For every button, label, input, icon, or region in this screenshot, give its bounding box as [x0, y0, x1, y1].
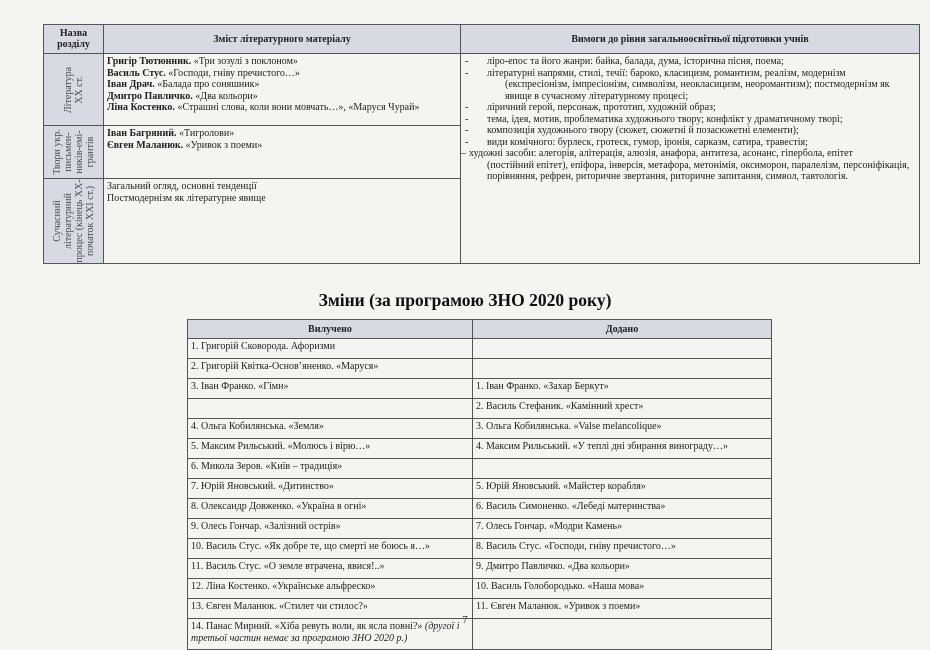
removed-cell: 14. Панас Мирний. «Хіба ревуть воли, як ясла повні?» (другої і третьої частин немає за програмою ЗНО 2020 р.)	[188, 619, 473, 650]
added-cell	[473, 359, 772, 379]
content-line: Постмодернізм як літературне явище	[107, 192, 266, 204]
content-item: Євген Маланюк. «Уривок з поеми»	[107, 139, 263, 151]
removed-cell: 11. Василь Стус. «О земле втрачена, явися!..»	[188, 559, 473, 579]
added-cell: 10. Василь Голобородько. «Наша мова»	[473, 579, 772, 599]
added-cell: 5. Юрій Яновський. «Майстер корабля»	[473, 479, 772, 499]
requirement-item: - ліро-епос та його жанри: байка, балада, дума, історична пісня, поема;	[461, 56, 916, 68]
section-label-cell	[44, 126, 104, 179]
section-label: Твори укр. письмен- ників-емі- грантів	[51, 129, 96, 175]
added-cell	[473, 459, 772, 479]
program-table-header	[44, 25, 920, 54]
table-row	[188, 479, 772, 499]
content-line: Загальний огляд, основні тенденції	[107, 181, 257, 192]
content-item: Іван Багряний. «Тигролови»	[107, 128, 235, 139]
removed-cell	[188, 399, 473, 419]
literature-program-table	[43, 24, 920, 264]
header-added: Додано	[473, 320, 772, 339]
table-row	[188, 379, 772, 399]
changes-table	[187, 319, 772, 650]
added-cell: 2. Василь Стефаник. «Камінний хрест»	[473, 399, 772, 419]
section-label-cell	[44, 54, 104, 126]
requirement-item: - композиція художнього твору (сюжет, сюжетні й позасюжетні елементи);	[461, 125, 916, 137]
section-label: Література ХХ ст.	[62, 66, 85, 113]
header-content: Зміст літературного матеріалу	[104, 25, 461, 54]
table-row	[188, 399, 772, 419]
changes-header-row	[188, 320, 772, 339]
header-requirements: Вимоги до рівня загальноосвітньої підготовки учнів	[461, 25, 920, 54]
added-cell: 11. Євген Маланюк. «Уривок з поеми»	[473, 599, 772, 619]
added-cell	[473, 339, 772, 359]
removed-cell: 8. Олександр Довженко. «Україна в огні»	[188, 499, 473, 519]
content-item: Іван Драч. «Балада про соняшник»	[107, 79, 260, 90]
table-row	[188, 559, 772, 579]
table-row	[188, 579, 772, 599]
added-cell: 6. Василь Симоненко. «Лебеді материнства»	[473, 499, 772, 519]
removed-cell: 12. Ліна Костенко. «Українське альфреско»	[188, 579, 473, 599]
table-row	[188, 439, 772, 459]
section-label-cell	[44, 179, 104, 264]
header-section: Назва розділу	[44, 25, 104, 54]
added-cell: 4. Максим Рильський. «У теплі дні збирання винограду…»	[473, 439, 772, 459]
table-row	[188, 519, 772, 539]
removed-cell: 6. Микола Зеров. «Київ – традиція»	[188, 459, 473, 479]
content-item: Ліна Костенко. «Страшні слова, коли вони мовчать…», «Маруся Чурай»	[107, 102, 420, 113]
section-row-20th-century	[44, 54, 920, 126]
added-cell: 1. Іван Франко. «Захар Беркут»	[473, 379, 772, 399]
requirement-item: – художні засоби: алегорія, алітерація, алюзія, анафора, антитеза, асонанс, гіпербола, епітет (постійний епітет), епіфора, інверсія, метафора, метонімія, оксиморон, паралелізм, персоніфікація, порівняння, рефрен, риторичне звертання, риторичне запитання, символ, тавтологія.	[461, 148, 916, 183]
table-row	[188, 419, 772, 439]
requirements-list	[461, 56, 916, 183]
removed-note: (другої і третьої частин немає за програмою ЗНО 2020 р.)	[191, 621, 460, 644]
table-row	[188, 499, 772, 519]
removed-cell: 9. Олесь Гончар. «Залізний острів»	[188, 519, 473, 539]
requirement-item: - види комічного: бурлеск, гротеск, гумор, іронія, сарказм, сатира, травестія;	[461, 137, 916, 149]
page-number: 7	[462, 614, 468, 626]
requirements-cell	[461, 54, 920, 264]
changes-heading: Зміни (за програмою ЗНО 2020 року)	[318, 290, 612, 310]
removed-cell: 10. Василь Стус. «Як добре те, що смерті не боюсь я…»	[188, 539, 473, 559]
removed-cell: 3. Іван Франко. «Гімн»	[188, 379, 473, 399]
content-cell	[104, 54, 461, 126]
table-row	[188, 459, 772, 479]
added-cell: 9. Дмитро Павличко. «Два кольори»	[473, 559, 772, 579]
removed-cell: 13. Євген Маланюк. «Стилет чи стилос?»	[188, 599, 473, 619]
added-cell: 8. Василь Стус. «Господи, гніву пречистого…»	[473, 539, 772, 559]
removed-cell: 2. Григорій Квітка-Основ’яненко. «Маруся»	[188, 359, 473, 379]
table-row	[188, 359, 772, 379]
added-cell: 3. Ольга Кобилянська. «Valse melancolique»	[473, 419, 772, 439]
table-row	[188, 539, 772, 559]
content-item: Василь Стус. «Господи, гніву пречистого…»	[107, 67, 300, 79]
added-cell: 7. Олесь Гончар. «Модри Камень»	[473, 519, 772, 539]
requirement-item: - ліричний герой, персонаж, прототип, художній образ;	[461, 102, 916, 114]
removed-cell: 1. Григорій Сковорода. Афоризми	[188, 339, 473, 359]
header-removed: Вилучено	[188, 320, 473, 339]
requirement-item: - літературні напрями, стилі, течії: бароко, класицизм, романтизм, реалізм, модернізм (експресіонізм, імпресіонізм, символізм, неокласицизм, неоромантизм); постмодернізм як явище в сучасному літературному процесі;	[461, 68, 916, 103]
removed-cell: 5. Максим Рильський. «Молюсь і вірю…»	[188, 439, 473, 459]
section-label: Сучасний літературний процес (кінець ХХ- початок ХХІ ст.)	[51, 179, 96, 263]
content-item: Дмитро Павличко. «Два кольори»	[107, 90, 258, 102]
requirement-item: - тема, ідея, мотив, проблематика художнього твору; конфлікт у драматичному творі;	[461, 114, 916, 126]
removed-cell: 4. Ольга Кобилянська. «Земля»	[188, 419, 473, 439]
table-row	[188, 339, 772, 359]
content-cell	[104, 179, 461, 264]
removed-cell: 7. Юрій Яновський. «Дитинство»	[188, 479, 473, 499]
content-cell	[104, 126, 461, 179]
content-item: Григір Тютюнник. «Три зозулі з поклоном»	[107, 56, 298, 67]
